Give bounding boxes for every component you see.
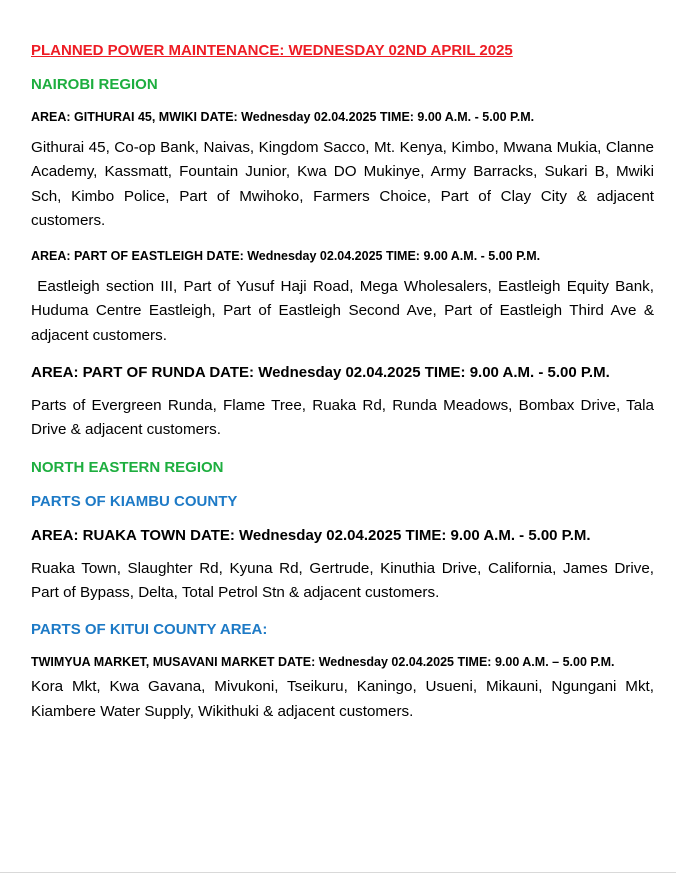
ruaka-area-heading: AREA: RUAKA TOWN DATE: Wednesday 02.04.2025 TIME: 9.00 A.M. - 5.00 P.M. [31, 526, 591, 544]
nairobi-region-heading: NAIROBI REGION [31, 76, 158, 93]
north-eastern-region-heading: NORTH EASTERN REGION [31, 458, 224, 476]
githurai-area-body: Githurai 45, Co-op Bank, Naivas, Kingdom Sacco, Mt. Kenya, Kimbo, Mwana Mukia, Clanne Academy, Kassmatt, Fountain Junior, Kwa DO Mukinye, Army Barracks, Sukari B, Mwiki Sch, Kimbo Police, Part of Mwihoko, Farmers Choice, Part of Clay City & adjacent customers. [31, 139, 654, 229]
kitui-county-heading: PARTS OF KITUI COUNTY AREA: [31, 621, 268, 639]
githurai-area-heading: AREA: GITHURAI 45, MWIKI DATE: Wednesday 02.04.2025 TIME: 9.00 A.M. - 5.00 P.M. [31, 110, 535, 124]
kitui-area-heading: TWIMYUA MARKET, MUSAVANI MARKET DATE: Wednesday 02.04.2025 TIME: 9.00 A.M. – 5.00 P.M. [31, 655, 615, 670]
kiambu-county-heading: PARTS OF KIAMBU COUNTY [31, 492, 238, 510]
eastleigh-area-body: Eastleigh section III, Part of Yusuf Haji Road, Mega Wholesalers, Eastleigh Equity Bank, Huduma Centre Eastleigh, Part of Eastleigh Second Ave, Part of Eastleigh Third Ave & adjacent customers. [31, 278, 659, 344]
notice-document [31, 40, 659, 738]
ruaka-area-body: Ruaka Town, Slaughter Rd, Kyuna Rd, Gertrude, Kinuthia Drive, California, James Drive, Part of Bypass, Delta, Total Petrol Stn & adjacent customers. [31, 559, 654, 601]
kitui-area-body: Kora Mkt, Kwa Gavana, Mivukoni, Tseikuru, Kaningo, Usueni, Mikauni, Ngungani Mkt, Kiambere Water Supply, Wikithuki & adjacent customers. [31, 678, 654, 720]
notice-title: PLANNED POWER MAINTENANCE: WEDNESDAY 02ND APRIL 2025 [31, 42, 513, 59]
eastleigh-area-heading: AREA: PART OF EASTLEIGH DATE: Wednesday 02.04.2025 TIME: 9.00 A.M. - 5.00 P.M. [31, 249, 541, 264]
runda-area-heading: AREA: PART OF RUNDA DATE: Wednesday 02.04.2025 TIME: 9.00 A.M. - 5.00 P.M. [31, 364, 610, 382]
page-bottom-divider [0, 872, 676, 873]
runda-area-body: Parts of Evergreen Runda, Flame Tree, Ruaka Rd, Runda Meadows, Bombax Drive, Tala Drive & adjacent customers. [31, 397, 654, 439]
